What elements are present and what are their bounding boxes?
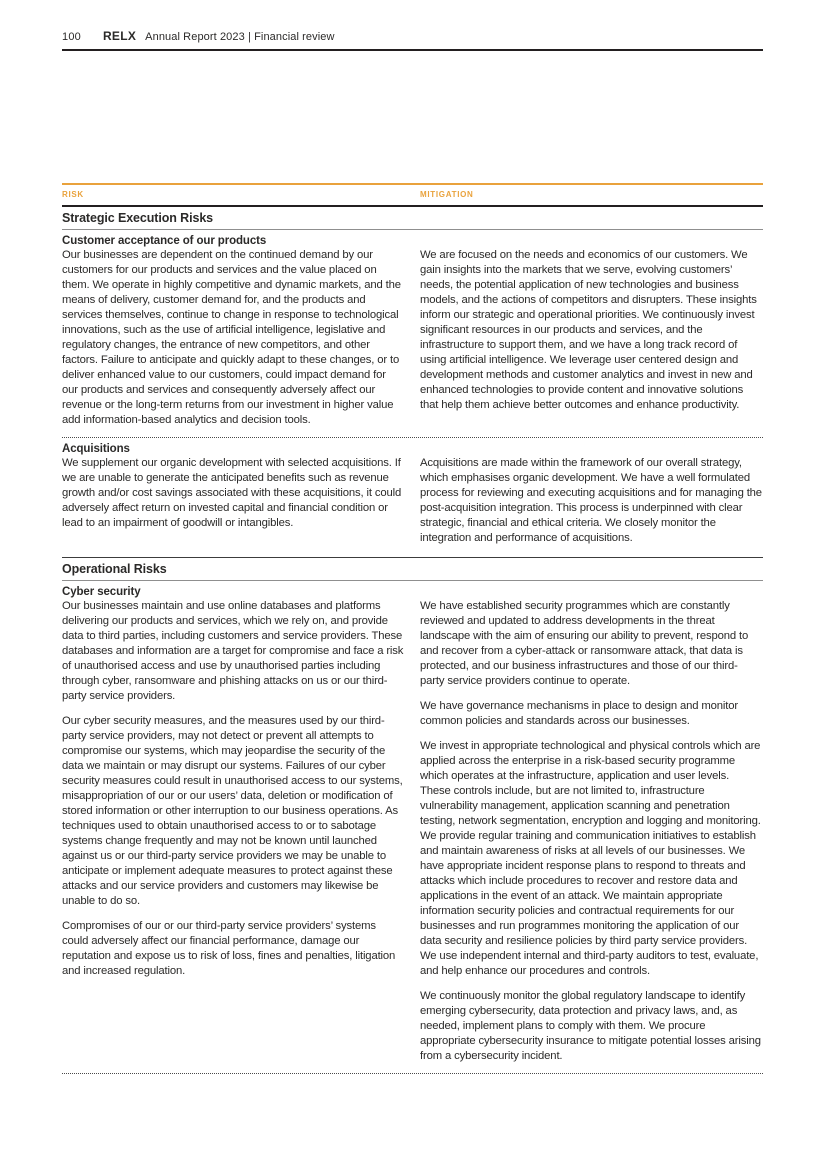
mitigation-cell — [420, 599, 762, 1064]
row-title-acquisitions: Acquisitions — [62, 443, 130, 455]
row-title-customer-acceptance: Customer acceptance of our products — [62, 235, 267, 247]
section-header-operational-risks: Operational Risks — [62, 558, 763, 581]
page-number: 100 — [62, 31, 81, 43]
risk-paragraph: Compromises of our or our third-party service providers’ systems could adversely affect our financial performance, damage our reputation and expose us to risk of loss, fines and penalties, litigation and increased regulation. — [62, 920, 396, 977]
mitigation-paragraph: We have governance mechanisms in place to design and monitor common policies and standards across our businesses. — [420, 700, 738, 727]
table-column-headers — [62, 183, 763, 207]
risk-paragraph: Our cyber security measures, and the measures used by our third-party service providers, may not detect or prevent all attempts to compromise our systems, which may jeopardise the security of the data we maintain or may disrupt our systems. Failures of our cyber security measures could result in unauthorised access to our systems, misappropriation of our or our users’ data, deletion or modification of stored information or other interruption to our business operations. As techniques used to obtain unauthorised access to or to sabotage systems change frequently and may not be known until launched against us or our third-party service providers we may be unable to anticipate or implement adequate measures to protect against these attacks and our service providers and customers may likewise be unable to do so. — [62, 715, 403, 907]
risk-cell — [62, 248, 404, 428]
running-header — [62, 0, 763, 51]
risk-cell — [62, 456, 404, 546]
column-header-risk: RISK — [62, 190, 84, 199]
risk-paragraph: Our businesses maintain and use online databases and platforms delivering our products and services, which we rely on, and provide data to third parties, including customers and service providers. These databases and information are a target for compromise and face a risk of unauthorised access and use by unauthorised parties including through cyber, ransomware and phishing attacks on us or our third-party service providers. — [62, 600, 404, 702]
risk-cell — [62, 599, 404, 1064]
mitigation-paragraph: We continuously monitor the global regulatory landscape to identify emerging cybersecurity, data protection and privacy laws, and, as needed, implement plans to comply with them. We procure appropriate cybersecurity insurance to mitigate potential losses arising from a cybersecurity incident. — [420, 990, 761, 1062]
mitigation-paragraph: We invest in appropriate technological and physical controls which are applied across the enterprise in a risk-based security programme which operates at the infrastructure, application and user levels. These controls include, but are not limited to, infrastructure vulnerability management, application scanning and penetration testing, network segmentation, encryption and logging and monitoring. We provide regular training and communication initiatives to establish and maintain awareness of risks at all levels of our businesses. We have appropriate incident response plans to respond to threats and attacks which include procedures to recover and restore data and applications in the event of an attack. We maintain appropriate information security policies and contractual requirements for our businesses and run programmes monitoring the application of our data security and resilience policies by third party service providers. We use independent internal and third-party auditors to test, evaluate, and help enhance our procedures and controls. — [420, 740, 761, 977]
table-row — [62, 456, 763, 558]
mitigation-cell — [420, 248, 762, 428]
mitigation-paragraph: Acquisitions are made within the framework of our overall strategy, which emphasises organic development. We have a well formulated process for reviewing and executing acquisitions and for managing the post-acquisition integration. This process is underpinned with clear strategic, financial and ethical criteria. We closely monitor the integration and performance of acquisitions. — [420, 457, 762, 544]
header-title: Annual Report 2023 | Financial review — [145, 31, 335, 43]
risk-paragraph: Our businesses are dependent on the continued demand by our customers for our products and services and the value placed on them. We operate in highly competitive and dynamic markets, and the means of delivery, customer demand for, and the products and services themselves, continue to change in response to technological innovations, such as the use of artificial intelligence, legislative and regulatory changes, the entrance of new competitors, and other factors. Failure to anticipate and quickly adapt to these changes, or to deliver enhanced value to our customers, could impact demand for our products and services and consequently adversely affect our revenue or the long-term returns from our investment in higher value add information-based analytics and decision tools. — [62, 249, 401, 426]
mitigation-cell — [420, 456, 762, 546]
table-row — [62, 599, 763, 1074]
mitigation-paragraph: We have established security programmes which are constantly reviewed and updated to address developments in the threat landscape with the aim of ensuring our ability to prevent, respond to and recover from a cyber-attack or ransomware attack, that data is protected, and our business infrastructures and those of our third-party service providers continue to operate. — [420, 600, 749, 687]
row-title-cyber-security: Cyber security — [62, 586, 141, 598]
risk-mitigation-table — [62, 183, 763, 1074]
brand-logo-text: RELX — [102, 29, 137, 43]
table-row — [62, 248, 763, 438]
mitigation-paragraph: We are focused on the needs and economics of our customers. We gain insights into the markets that we serve, evolving customers’ needs, the potential application of new technologies and business models, and the actions of competitors and disrupters. These insights inform our strategic and operational priorities. We continuously invest significant resources in our products and services, and the infrastructure to support them, and we have a long track record of using artificial intelligence. We leverage user centered design and development methods and customer analytics and invest in new and enhanced technologies to provide content and innovative solutions that help them achieve better outcomes and enhance productivity. — [420, 249, 757, 411]
risk-paragraph: We supplement our organic development with selected acquisitions. If we are unable to generate the anticipated benefits such as revenue growth and/or cost savings associated with these acquisitions, it could adversely affect return on invested capital and financial condition or lead to an impairment of goodwill or intangibles. — [62, 457, 402, 529]
page-content — [62, 0, 763, 1074]
section-header-strategic-execution-risks: Strategic Execution Risks — [62, 207, 763, 230]
column-header-mitigation: MITIGATION — [420, 190, 474, 199]
